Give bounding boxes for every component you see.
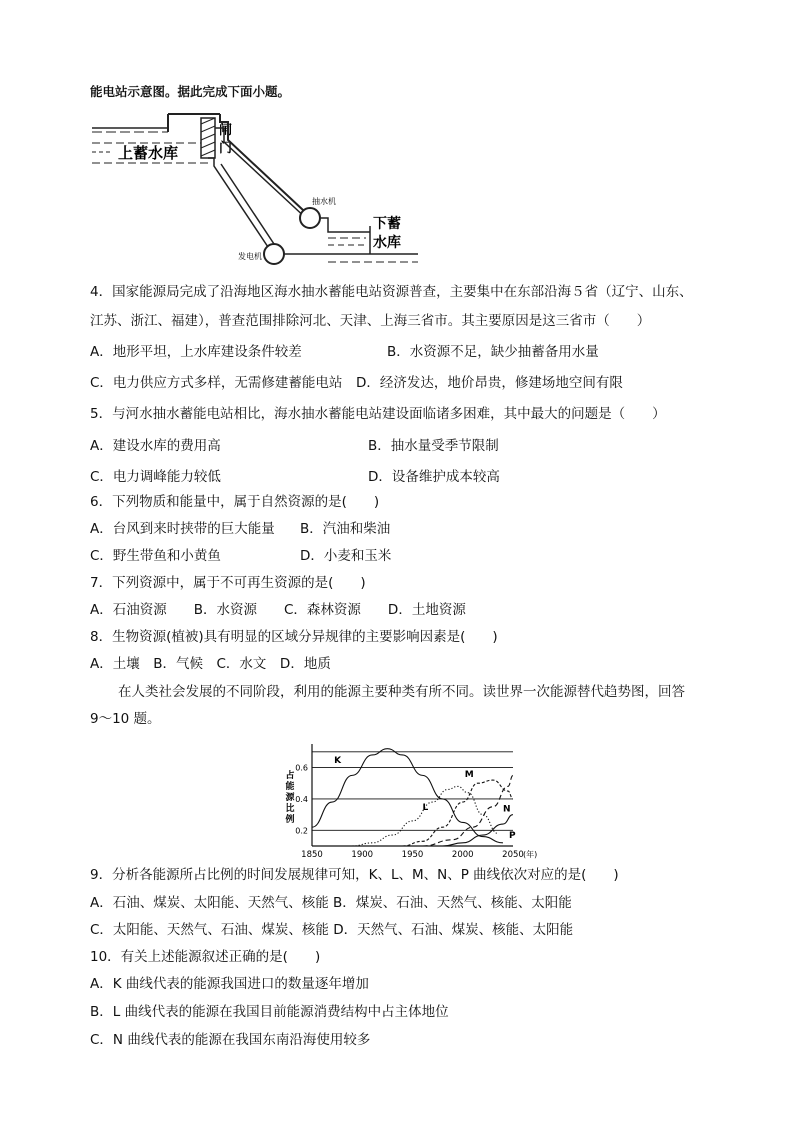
y-axis-label-char: 源 — [285, 793, 295, 803]
curve-label-L: L — [422, 802, 429, 813]
q5-option-c: C．电力调峰能力较低 — [90, 469, 221, 485]
lower-reservoir-label-1: 下蓄 — [373, 216, 401, 232]
x-tick-label: 2000 — [451, 850, 474, 860]
q7-options: A．石油资源 B．水资源 C．森林资源 D．土地资源 — [90, 602, 466, 618]
gate-label-2: 门 — [219, 141, 233, 156]
q4-option-c: C．电力供应方式多样，无需修建蓄能电站 — [90, 375, 343, 391]
upper-reservoir-label: 上蓄水库 — [118, 144, 179, 162]
generator-label: 发电机 — [238, 252, 262, 261]
intro-text-top: 能电站示意图。据此完成下面小题。 — [90, 84, 291, 99]
intro-9-10-line2: 9～10 题。 — [90, 711, 161, 727]
curve-label-N: N — [502, 804, 511, 815]
q6-option-d: D．小麦和玉米 — [300, 548, 392, 564]
q10-stem: 10．有关上述能源叙述正确的是( ) — [90, 949, 321, 965]
x-tick-label: 1950 — [401, 850, 424, 860]
curve-label-K: K — [334, 755, 342, 766]
q4-option-a: A．地形平坦，上水库建设条件较差 — [90, 344, 302, 360]
curve-label-M: M — [464, 769, 474, 780]
q6-option-c: C．野生带鱼和小黄鱼 — [90, 548, 221, 564]
x-axis-label: (年) — [523, 850, 538, 859]
q6-option-b: B．汽油和柴油 — [300, 521, 391, 537]
q10-option-b: B．L 曲线代表的能源在我国目前能源消费结构中占主体地位 — [90, 1004, 449, 1020]
q7-stem: 7．下列资源中，属于不可再生资源的是( ) — [90, 575, 366, 591]
q4-stem-line1: 4．国家能源局完成了沿海地区海水抽水蓄能电站资源普查，主要集中在东部沿海５省（辽宁、山东、 — [90, 284, 693, 300]
q9-options-line1: A．石油、煤炭、太阳能、天然气、核能 B．煤炭、石油、天然气、核能、太阳能 — [90, 895, 572, 911]
q6-stem: 6．下列物质和能量中，属于自然资源的是( ) — [90, 494, 380, 510]
y-tick-label: 0.4 — [295, 794, 308, 804]
y-axis-label-char: 比 — [285, 804, 295, 814]
q5-option-d: D．设备维护成本较高 — [368, 469, 500, 485]
q8-options: A．土壤 B．气候 C．水文 D．地质 — [90, 656, 331, 672]
q5-stem: 5．与河水抽水蓄能电站相比，海水抽水蓄能电站建设面临诸多困难，其中最大的问题是（ ） — [90, 406, 666, 422]
q8-stem: 8．生物资源(植被)具有明显的区域分异规律的主要影响因素是( ) — [90, 629, 498, 645]
x-tick-label: 1850 — [301, 850, 323, 860]
q5-option-a: A．建设水库的费用高 — [90, 438, 221, 454]
pump-label: 抽水机 — [312, 197, 336, 206]
y-axis-label-char: 占 — [285, 771, 295, 781]
x-tick-label: 1900 — [351, 850, 374, 860]
x-tick-label: 2050 — [502, 850, 524, 860]
series-N-line — [423, 775, 513, 846]
gate — [201, 118, 215, 158]
energy-substitution-chart — [275, 736, 550, 864]
q6-option-a: A．台风到来时挟带的巨大能量 — [90, 521, 275, 537]
q5-option-b: B．抽水量受季节限制 — [368, 438, 499, 454]
pumped-storage-diagram — [88, 110, 428, 280]
q4-stem-line2: 江苏、浙江、福建），普查范围排除河北、天津、上海三省市。其主要原因是这三省市（ ） — [90, 313, 651, 329]
q10-option-c: C．N 曲线代表的能源在我国东南沿海使用较多 — [90, 1032, 371, 1048]
y-axis-label-char: 例 — [285, 815, 295, 825]
q4-option-b: B．水资源不足，缺少抽蓄备用水量 — [387, 344, 599, 360]
gate-label-1: 闸 — [219, 123, 233, 138]
lower-reservoir-label-2: 水库 — [373, 235, 401, 251]
y-tick-label: 0.6 — [295, 763, 308, 773]
curve-label-P: P — [508, 831, 516, 842]
y-axis-label-char: 能 — [285, 782, 295, 792]
q9-options-line2: C．太阳能、天然气、石油、煤炭、核能 D．天然气、石油、煤炭、核能、太阳能 — [90, 922, 574, 938]
series-M-line — [402, 780, 513, 846]
y-tick-label: 0.2 — [295, 826, 308, 836]
generator-circle — [264, 244, 284, 264]
q9-stem: 9．分析各能源所占比例的时间发展规律可知，K、L、M、N、P 曲线依次对应的是( ) — [90, 867, 619, 883]
q4-option-d: D．经济发达，地价昂贵，修建场地空间有限 — [356, 375, 623, 391]
pump-circle — [300, 208, 320, 228]
intro-9-10-line1: 在人类社会发展的不同阶段，利用的能源主要种类有所不同。读世界一次能源替代趋势图，回答 — [118, 684, 685, 700]
q10-option-a: A．K 曲线代表的能源我国进口的数量逐年增加 — [90, 976, 369, 992]
